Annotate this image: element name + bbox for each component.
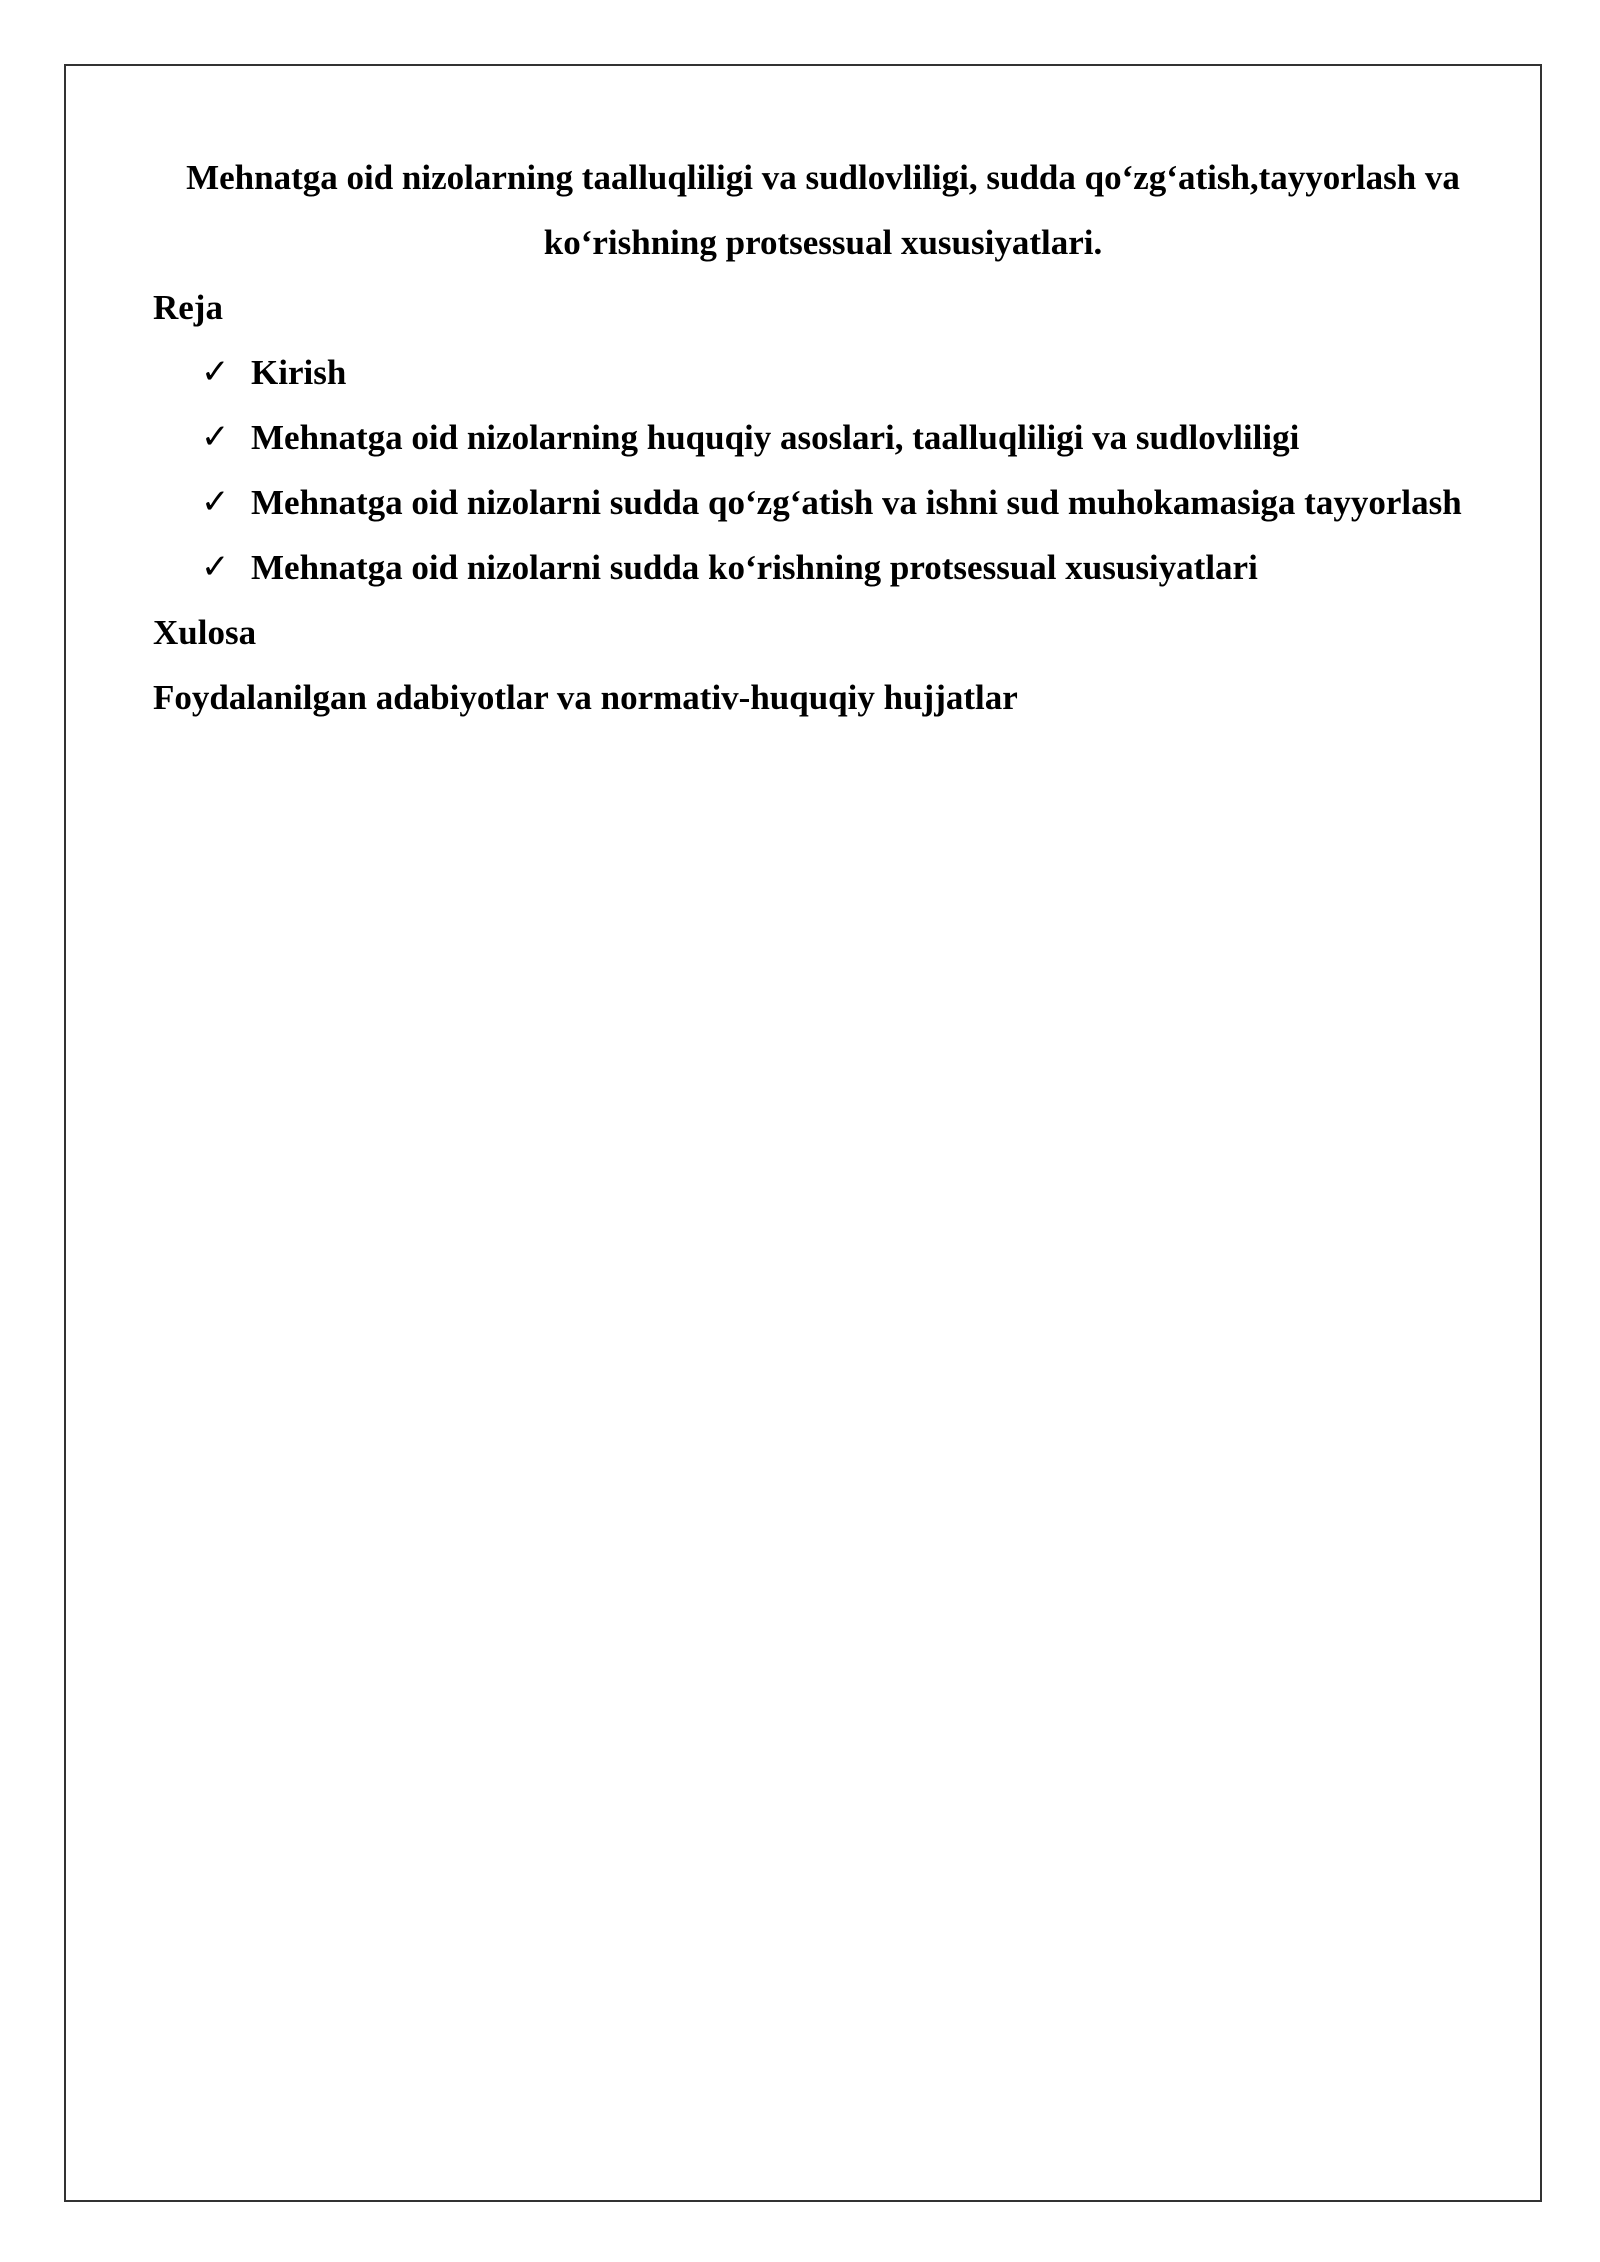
references-heading: Foydalanilgan adabiyotlar va normativ-huquqiy hujjatlar bbox=[153, 678, 1018, 717]
document-body bbox=[153, 145, 1493, 730]
plan-heading: Reja bbox=[153, 288, 223, 327]
plan-item bbox=[153, 340, 1493, 405]
plan-item bbox=[153, 470, 1493, 535]
plan-item-label: Kirish bbox=[251, 353, 347, 392]
checkmark-icon: ✓ bbox=[201, 417, 230, 457]
plan-item-label: Mehnatga oid nizolarni sudda qo‘zg‘atish va ishni sud muhokamasiga tayyorlash bbox=[251, 483, 1462, 522]
document-title: Mehnatga oid nizolarning taalluqliligi va sudlovliligi, sudda qo‘zg‘atish,tayyorlash va ko‘rishning protsessual xususiyatlari. bbox=[186, 158, 1460, 262]
plan-item-label: Mehnatga oid nizolarning huquqiy asoslari, taalluqliligi va sudlovliligi bbox=[251, 418, 1300, 457]
plan-item-label: Mehnatga oid nizolarni sudda ko‘rishning protsessual xususiyatlari bbox=[251, 548, 1258, 587]
conclusion-heading: Xulosa bbox=[153, 613, 257, 652]
plan-item bbox=[153, 405, 1493, 470]
checkmark-icon: ✓ bbox=[201, 352, 230, 392]
plan-item bbox=[153, 535, 1493, 600]
checkmark-icon: ✓ bbox=[201, 482, 230, 522]
plan-list bbox=[153, 340, 1493, 600]
checkmark-icon: ✓ bbox=[201, 547, 230, 587]
